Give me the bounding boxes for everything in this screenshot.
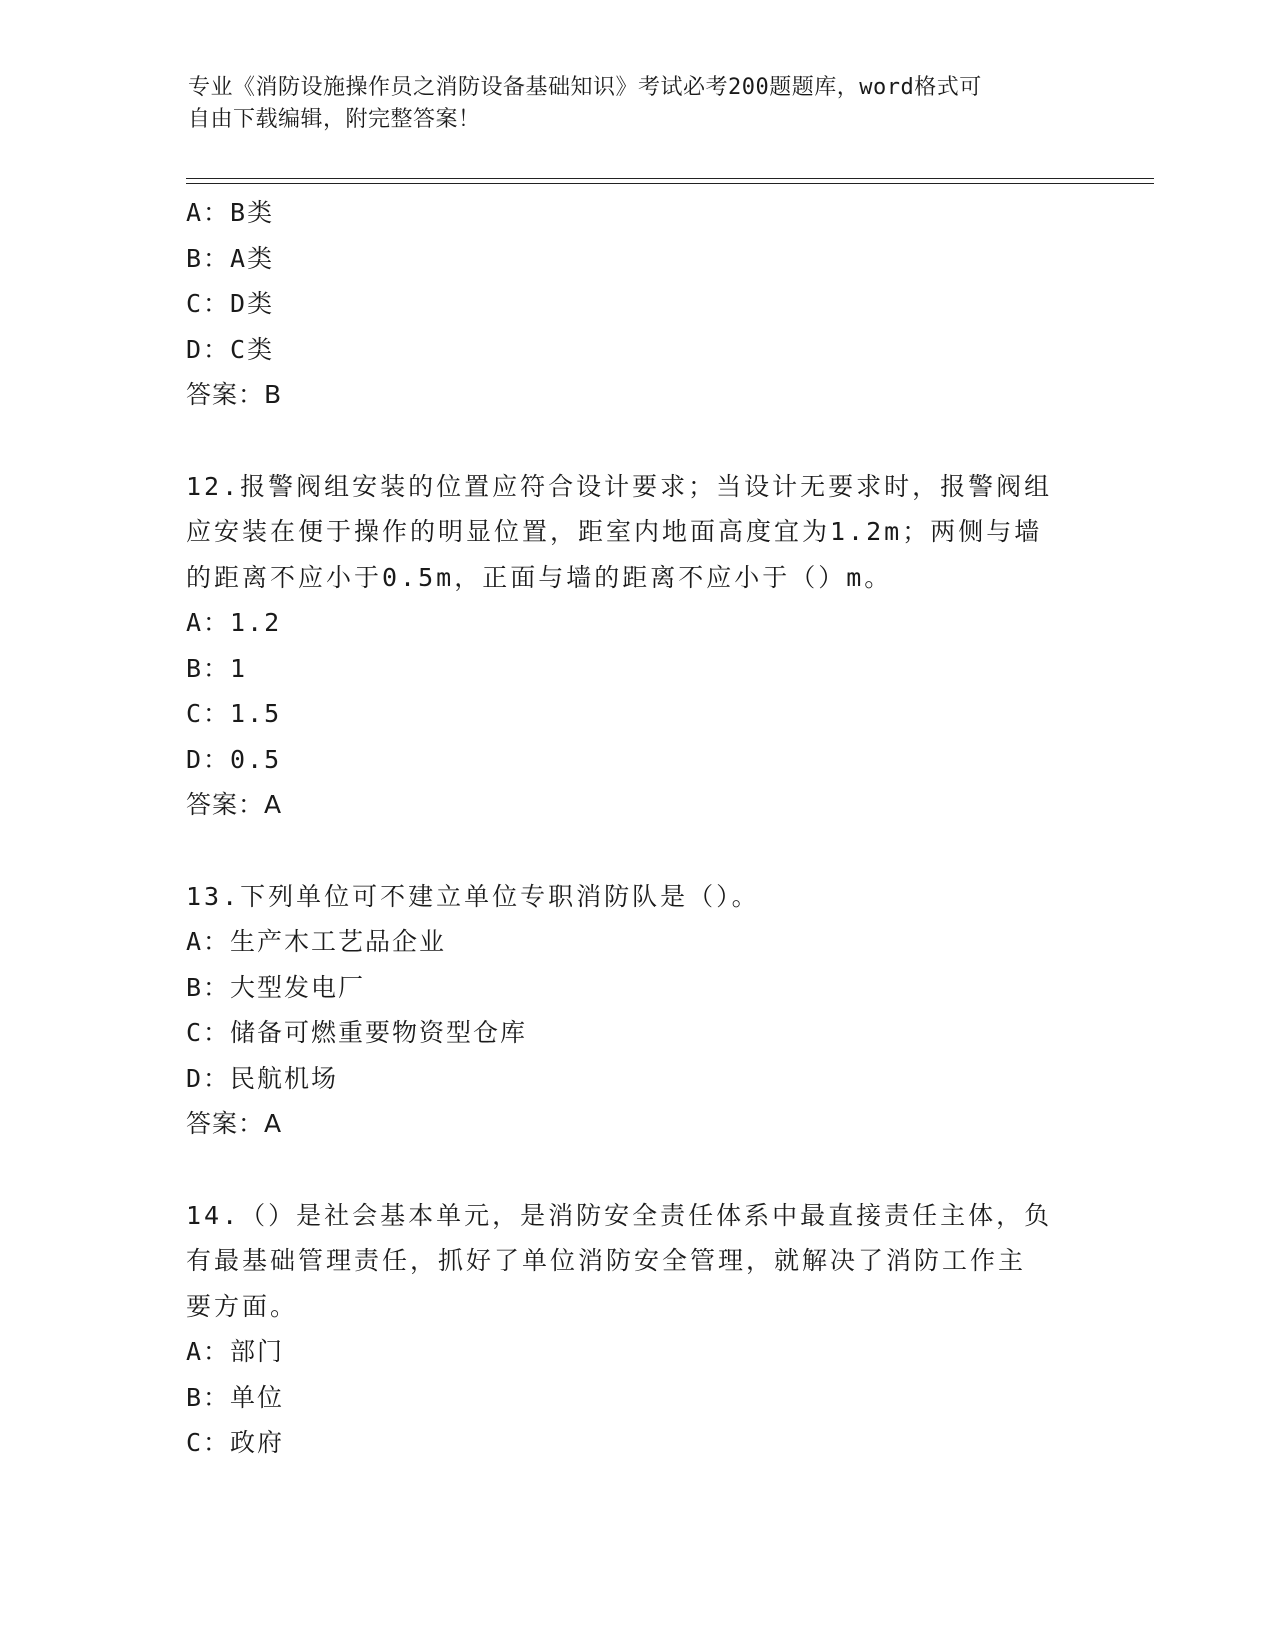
question-text-line: 的距离不应小于0.5m，正面与墙的距离不应小于（）m。 [186, 562, 893, 592]
option-a: A：B类 [186, 198, 275, 227]
question-text-line: 12.报警阀组安装的位置应符合设计要求；当设计无要求时，报警阀组 [186, 471, 1053, 501]
option-b: B：单位 [186, 1382, 285, 1412]
option-c: C：1.5 [186, 699, 282, 728]
answer-line: 答案：A [186, 1109, 283, 1138]
question-block-12 [186, 464, 1086, 828]
option-a: A：部门 [186, 1337, 285, 1366]
option-c: C：D类 [186, 289, 275, 318]
question-text-line: 13.下列单位可不建立单位专职消防队是（）。 [186, 881, 760, 911]
answer-line: 答案：B [186, 380, 283, 409]
answer-line: 答案：A [186, 790, 283, 819]
document-header [188, 72, 1068, 136]
question-text-line: 要方面。 [186, 1291, 299, 1321]
option-b: B：大型发电厂 [186, 972, 366, 1002]
question-text-line: 应安装在便于操作的明显位置，距室内地面高度宜为1.2m；两侧与墙 [186, 517, 1043, 546]
question-block-14 [186, 1193, 1086, 1466]
option-c: C：储备可燃重要物资型仓库 [186, 1018, 528, 1047]
option-a: A：生产木工艺品企业 [186, 927, 447, 956]
question-text-line: 14.（）是社会基本单元，是消防安全责任体系中最直接责任主体，负 [186, 1200, 1053, 1230]
option-a: A：1.2 [186, 608, 282, 637]
option-c: C：政府 [186, 1428, 285, 1457]
document-body [186, 190, 1086, 1466]
question-block-11 [186, 190, 1086, 418]
header-line-2: 自由下载编辑，附完整答案！ [188, 107, 481, 132]
header-divider [186, 178, 1154, 184]
question-text-line: 有最基础管理责任，抓好了单位消防安全管理，就解决了消防工作主 [186, 1246, 1027, 1275]
option-b: B：A类 [186, 243, 275, 273]
option-d: D：0.5 [186, 744, 282, 774]
option-d: D：C类 [186, 334, 275, 364]
option-b: B：1 [186, 653, 248, 683]
question-block-13 [186, 874, 1086, 1147]
option-d: D：民航机场 [186, 1063, 339, 1093]
header-line-1: 专业《消防设施操作员之消防设备基础知识》考试必考200题题库，word格式可 [188, 75, 982, 100]
